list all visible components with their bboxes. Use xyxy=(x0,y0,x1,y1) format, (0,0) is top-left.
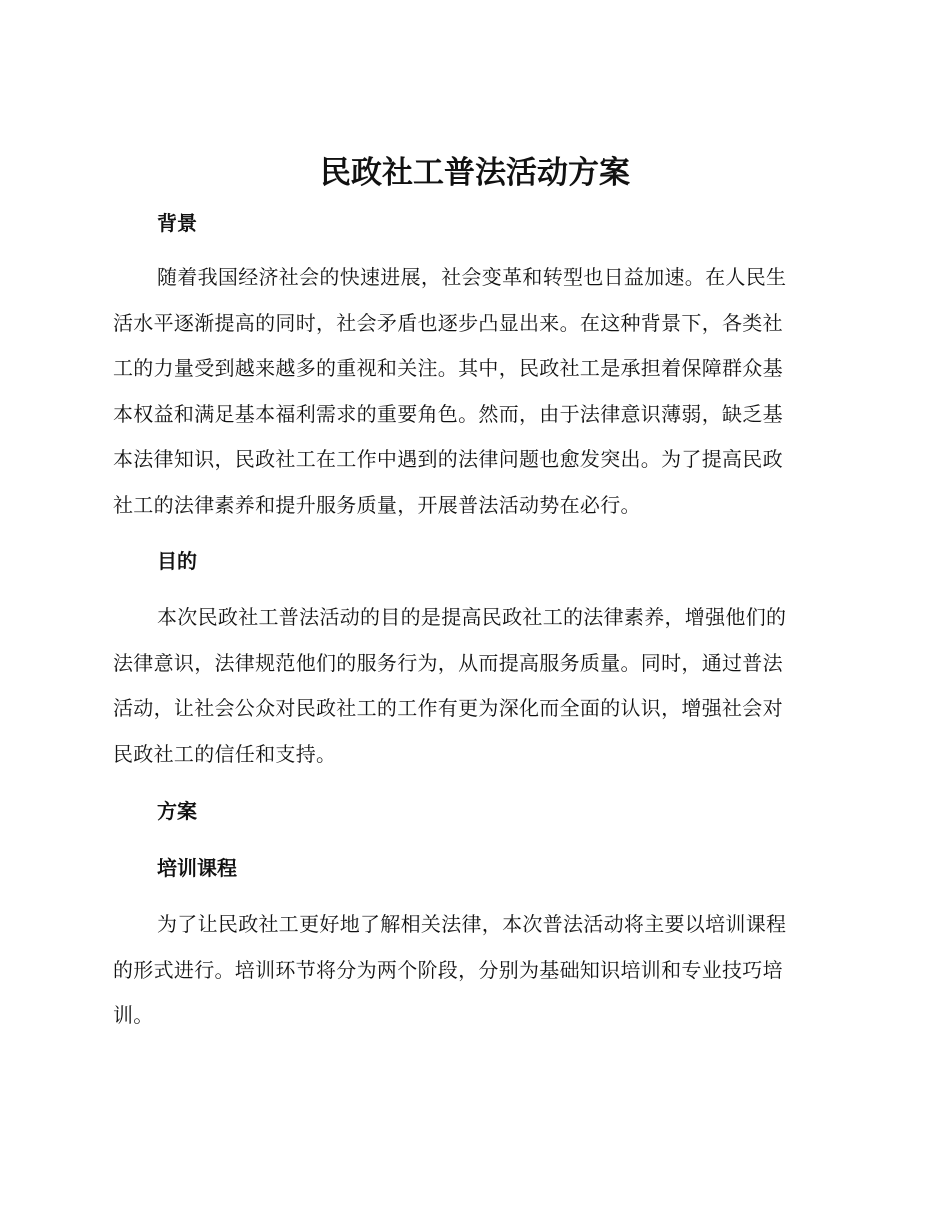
paragraph-line: 社工的法律素养和提升服务质量，开展普法活动势在必行。 xyxy=(113,492,641,517)
paragraph-line: 的形式进行。培训环节将分为两个阶段，分别为基础知识培训和专业技巧培 xyxy=(113,957,783,982)
paragraph-purpose xyxy=(113,595,831,777)
section-heading-plan: 方案 xyxy=(157,799,197,823)
document-title: 民政社工普法活动方案 xyxy=(320,155,630,191)
section-heading-background: 背景 xyxy=(157,211,197,235)
paragraph-line: 民政社工的信任和支持。 xyxy=(113,741,337,766)
paragraph-line: 本权益和满足基本福利需求的重要角色。然而，由于法律意识薄弱，缺乏基 xyxy=(113,401,783,426)
paragraph-line: 本法律知识，民政社工在工作中遇到的法律问题也愈发突出。为了提高民政 xyxy=(113,447,783,471)
paragraph-line: 活水平逐渐提高的同时，社会矛盾也逐步凸显出来。在这种背景下，各类社 xyxy=(113,310,783,335)
paragraph-background xyxy=(113,255,831,528)
paragraph-line: 工的力量受到越来越多的重视和关注。其中，民政社工是承担着保障群众基 xyxy=(113,356,783,380)
section-heading-training: 培训课程 xyxy=(157,856,237,880)
paragraph-line: 活动，让社会公众对民政社工的工作有更为深化而全面的认识，增强社会对 xyxy=(113,696,783,720)
section-heading-purpose: 目的 xyxy=(157,549,197,573)
paragraph-line: 训。 xyxy=(113,1003,154,1027)
paragraph-training xyxy=(113,902,831,1039)
paragraph-line: 本次民政社工普法活动的目的是提高民政社工的法律素养，增强他们的 xyxy=(157,605,787,629)
paragraph-line: 法律意识，法律规范他们的服务行为，从而提高服务质量。同时，通过普法 xyxy=(113,650,783,675)
paragraph-line: 为了让民政社工更好地了解相关法律，本次普法活动将主要以培训课程 xyxy=(157,912,787,936)
paragraph-line: 随着我国经济社会的快速进展，社会变革和转型也日益加速。在人民生 xyxy=(157,265,787,289)
